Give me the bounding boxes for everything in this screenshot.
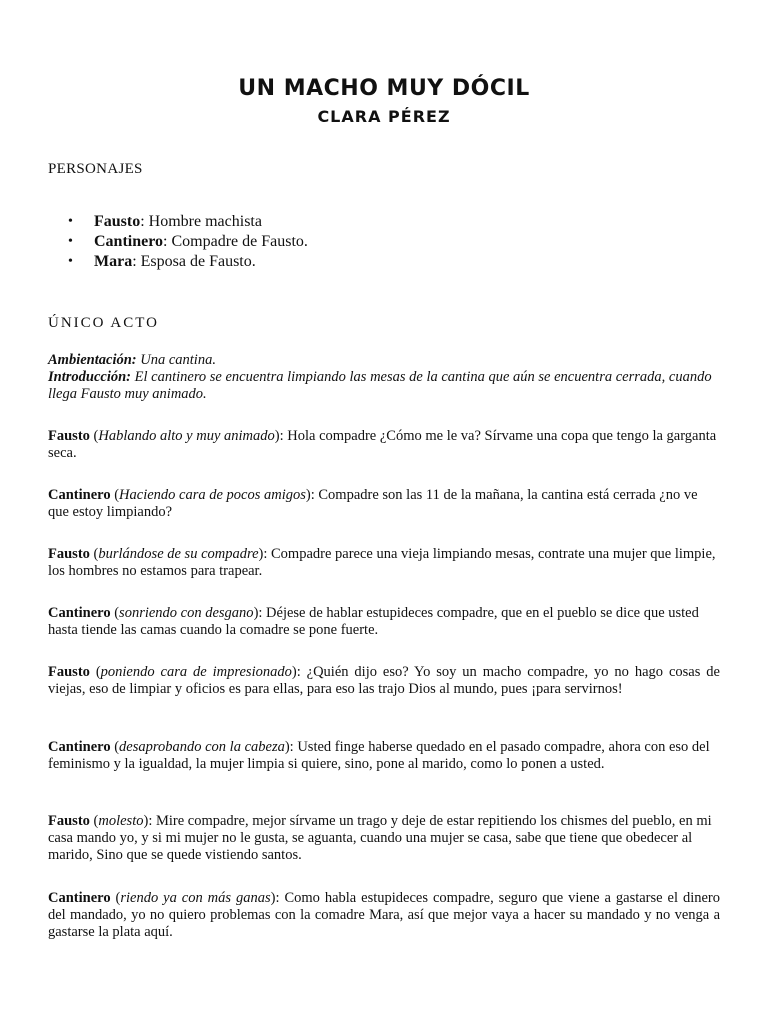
dialogue-text: Como habla estupideces compadre, seguro que viene a gastarse el dinero del mandado, yo no quiero problemas con la comadre Mara, así que mejor vaya a hacer su mandado y no venga a gastarse la plata aquí. <box>48 890 720 940</box>
dialogue-text: Usted finge haberse quedado en el pasado compadre, ahora con eso del feminismo y la igualdad, la mujer limpia si quiere, sino, pone al marido, como lo ponen a usted. <box>48 739 710 772</box>
paren-close: ): <box>253 605 267 621</box>
speaker-name: Cantinero <box>48 605 111 621</box>
dialogue-text: Compadre son las 11 de la mañana, la cantina está cerrada ¿no ve que estoy limpiando? <box>48 487 698 520</box>
paren-open: ( <box>110 487 120 503</box>
act-setting-block <box>48 352 720 403</box>
play-title: UN MACHO MUY DÓCIL <box>238 76 530 101</box>
stage-direction: Haciendo cara de pocos amigos <box>119 487 306 503</box>
dialogue-line <box>48 813 720 864</box>
speaker-name: Fausto <box>48 546 90 562</box>
characters-heading: PERSONAJES <box>48 161 143 177</box>
characters-list <box>68 212 308 272</box>
dialogue-line <box>48 487 720 521</box>
stage-direction: desaprobando con la cabeza <box>119 739 285 755</box>
paren-open: ( <box>110 890 121 906</box>
speaker-name: Cantinero <box>48 739 111 755</box>
dialogue-text: Mire compadre, mejor sírvame un trago y deje de estar repitiendo los chismes del pueblo, en mi casa mando yo, y si mi mujer no le gusta, se aguanta, cuando una mujer se casa, sabe que tiene que obedecer al marido, Sino que se quede vistiendo santos. <box>48 813 712 863</box>
intro-label: Introducción: <box>48 369 131 385</box>
dialogue-line <box>48 546 720 580</box>
bullet-icon: • <box>68 214 73 229</box>
stage-direction: molesto <box>98 813 144 829</box>
paren-close: ): <box>274 428 288 444</box>
speaker-name: Cantinero <box>48 890 111 906</box>
paren-close: ): <box>143 813 156 829</box>
list-item <box>68 212 308 232</box>
character-description: : Esposa de Fausto. <box>132 253 256 270</box>
dialogue-line <box>48 739 720 773</box>
dialogue-line <box>48 428 720 462</box>
bullet-icon: • <box>68 254 73 269</box>
paren-close: ): <box>305 487 319 503</box>
dialogue-text: Compadre parece una vieja limpiando mesas, contrate una mujer que limpie, los hombres no estamos para trapear. <box>48 546 716 579</box>
character-name: Cantinero <box>94 233 164 250</box>
paren-open: ( <box>89 546 99 562</box>
list-item <box>68 252 308 272</box>
character-name: Mara <box>94 253 133 270</box>
paren-open: ( <box>89 664 101 680</box>
stage-direction: Hablando alto y muy animado <box>98 428 275 444</box>
character-name: Fausto <box>94 213 141 230</box>
paren-close: ): <box>291 664 307 680</box>
speaker-name: Fausto <box>48 664 90 680</box>
setting-line <box>48 352 720 369</box>
paren-open: ( <box>89 813 99 829</box>
stage-direction: poniendo cara de impresionado <box>100 664 292 680</box>
setting-label: Ambientación: <box>48 352 137 368</box>
paren-close: ): <box>284 739 298 755</box>
stage-direction: burlándose de su compadre <box>98 546 259 562</box>
stage-direction: sonriendo con desgano <box>119 605 254 621</box>
speaker-name: Cantinero <box>48 487 111 503</box>
play-author: CLARA PÉREZ <box>317 107 451 126</box>
intro-line <box>48 369 720 403</box>
paren-close: ): <box>270 890 285 906</box>
dialogue-line <box>48 890 720 941</box>
character-description: : Compadre de Fausto. <box>163 233 308 250</box>
dialogue-text: Déjese de hablar estupideces compadre, que en el pueblo se dice que usted hasta tiende las camas cuando la comadre se pone fuerte. <box>48 605 699 638</box>
dialogue-text: ¿Quién dijo eso? Yo soy un macho compadre, yo no hago cosas de viejas, eso de limpiar y oficios es para ellas, para eso las trajo Dios al mundo, pues ¡para servirnos! <box>48 664 720 697</box>
setting-text: Una cantina. <box>136 352 216 368</box>
speaker-name: Fausto <box>48 813 90 829</box>
paren-open: ( <box>110 605 120 621</box>
paren-open: ( <box>89 428 99 444</box>
dialogue-line <box>48 605 720 639</box>
stage-direction: riendo ya con más ganas <box>120 890 271 906</box>
character-description: : Hombre machista <box>140 213 262 230</box>
act-heading: ÚNICO ACTO <box>48 315 159 331</box>
list-item <box>68 232 308 252</box>
bullet-icon: • <box>68 234 73 249</box>
dialogue-text: Hola compadre ¿Cómo me le va? Sírvame una copa que tengo la garganta seca. <box>48 428 717 461</box>
dialogue-line <box>48 664 720 698</box>
paren-close: ): <box>258 546 272 562</box>
speaker-name: Fausto <box>48 428 90 444</box>
intro-text: El cantinero se encuentra limpiando las mesas de la cantina que aún se encuentra cerrada, cuando llega Fausto muy animado. <box>48 369 712 402</box>
paren-open: ( <box>110 739 120 755</box>
